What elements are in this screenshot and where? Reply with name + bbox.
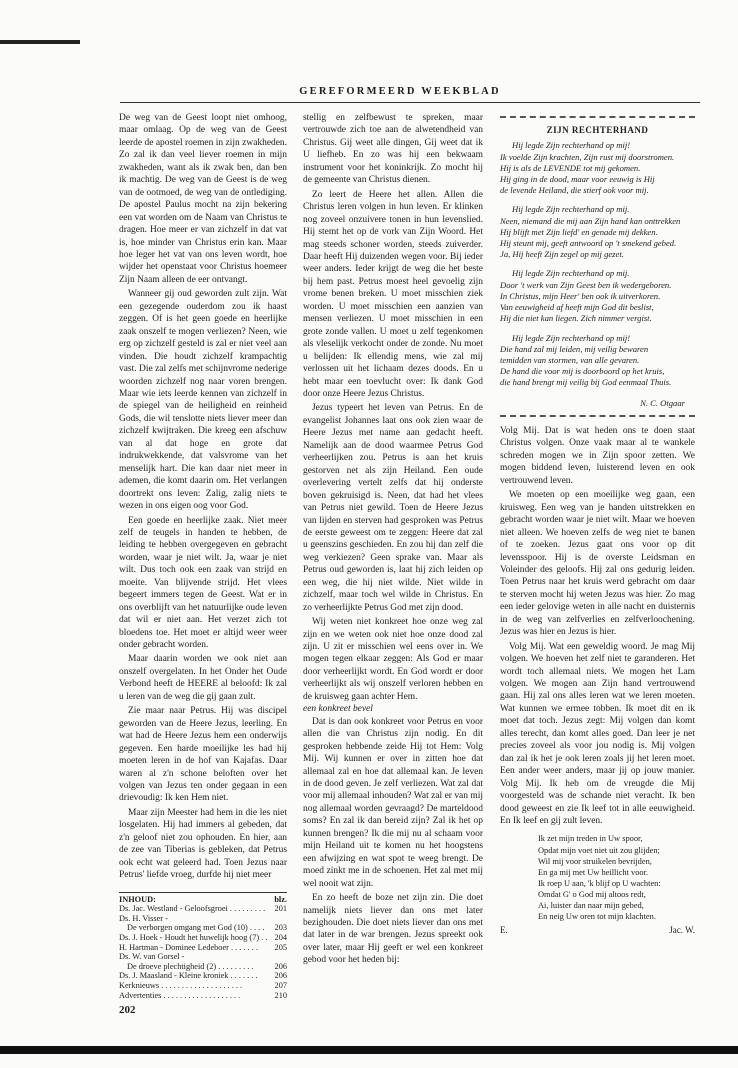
toc-page: 207 [274, 980, 287, 990]
paragraph: Volg Mij. Wat een geweldig woord. Je mag Mij volgen. We hoeven het zelf niet te garanderen. Het wordt toch allemaal niets. We mogen het Lam volgen. We mogen aan Zijn hand vertrouwend gaan. Hij zal ons alles leren wat we leren moeten. Wat kunnen we ermee tobben. Ik moet dit en ik moet dat toch. Jezus zegt: Mij volgen dan komt alles terecht, dan komt alles goed. Dan leer je net precies zoveel als voor jou nodig is. Mij volgen dan zal ik het je ook leren zoals jij het leren moet. Een ander weer anders, maar jij op jouw manier. Volg Mij. Ik heb om de vreugde die Mij voorgesteld was de schande niet veracht. Ik ben dood geweest en zie Ik leef tot in alle eeuwigheid. En Ik leef en gij zult leven. [500, 641, 695, 827]
header-rule [120, 102, 700, 103]
signature-author: Jac. W. [669, 925, 695, 936]
masthead-title: GEREFORMEERD WEEKBLAD [299, 86, 501, 97]
poem-line: Hij ging in de dood, maar voor eeuwig is Hij [500, 174, 655, 185]
bottom-edge-bar [0, 1046, 738, 1054]
psalm-line: Ik zet mijn treden in Uw spoor, [538, 834, 643, 844]
toc-row [119, 991, 287, 1001]
toc-row [119, 904, 287, 914]
toc-page [283, 952, 287, 962]
poem-line: Hij die niet kan liegen. Zich nimmer vergist. [500, 313, 652, 324]
toc-row [119, 952, 287, 962]
poem-line: temidden van stormen, van alle gevaren. [500, 354, 640, 365]
toc-entry: H. Hartman - Dominee Ledeboer . . . . . . . [119, 942, 258, 952]
toc-page: 204 [274, 933, 287, 943]
psalm-line: En ga mij met Uw heillicht voor. [538, 867, 649, 877]
article-signature [500, 924, 695, 936]
paragraph: Maar zijn Meester had hem in die les niet losgelaten. Hij had immers al gebeden, dat z'n geloof niet zou ophouden. En hier, aan de zee van Tiberias is gebleken, dat Petrus ook echt wat geleerd had. Toen Jezus naar Petrus' liefde vroeg, durfde hij niet meer [119, 807, 287, 881]
poem-stanza [500, 268, 695, 324]
paragraph: We moeten op een moeilijke weg gaan, een kruisweg. Een weg van je handen uitstrekken en gebracht worden waar je niet wilt. Maar we hoeven niet alleen. We hoeven zelfs de weg niet te banen of te zoeken. Jezus gaat ons voor op dit levensspoor. Hij is de overste Leidsman en Voleinder des geloofs. Hij zal ons gedurig leiden. Toen Petrus naar het kruis werd gebracht om daar te sterven mocht hij weten Jezus was hier. Zo mag een ieder gelovige weten in alle nacht en duisternis in de weg van zelfverlies en zelfverloochening. Jezus was hier en Jezus is hier. [500, 490, 695, 638]
paragraph: Maar daarin worden we ook niet aan onszelf overgelaten. In het Onder het Oude Verbond heeft de HEERE al beloofd: Ik zal u leren van de weg die gij gaan zult. [119, 654, 287, 702]
poem-line: Ja, Hij heeft Zijn zegel op mij gezet. [500, 249, 624, 260]
poem-line: Neen, niemand die mij aan Zijn hand kan onttrekken [500, 215, 681, 226]
section-subheading: een konkreet bevel [303, 704, 373, 715]
psalm-line: Omdat G' o God mij altoos redt, [538, 889, 646, 899]
toc-row [119, 971, 287, 981]
poem-line: Hij legde Zijn rechterhand op mij! [512, 332, 631, 343]
paragraph: stellig en zelfbewust te spreken, maar vertrouwde zich toe aan de alwetendheid van Christus. Gij weet alle dingen, Gij weet dat ik U liefheb. En zo was hij een bekwaam instrument voor het koninkrijk. Zo mocht hij de gemeente van Christus dienen. [303, 113, 483, 186]
toc-page: 201 [274, 904, 287, 914]
paragraph: Wanneer gij oud geworden zult zijn. Wat een gezegende ouderdom zou ik haast zeggen. Of is het geen goede en heerlijke zaak onszelf te mogen verliezen? Neen, wie erg op zichzelf gesteld is zal er niet veel aan vinden. Die houdt zichzelf krampachtig vast. Die zal zelfs met schijnvrome nederige woorden zichzelf nog naar voren brengen. Maar wie iets leerde kennen van zichzelf in de spiegel van de heiligheid en reinheid Gods, die wil tenslotte niets liever meer dan zichzelf kwijtraken. Die kreeg een afschuw van al dat hoge en grote dat indrukwekkende, dat valsvrome van het menselijk hart. Die kan daar niet meer in ademen, die komt daarin om. Het verlangen doortrekt ons leven: Zalig, zalig niets te wezen in ons eigen oog voor God. [119, 289, 287, 512]
poem-line: Hij legde Zijn rechterhand op mij. [512, 268, 630, 279]
poem-line: Die hand zal mij leiden, mij veilig bewaren [500, 343, 649, 354]
poem-line: Ik voelde Zijn krachten, Zijn rust mij doorstromen. [500, 151, 675, 162]
paragraph: En zo heeft de boze net zijn zin. Die doet namelijk niets liever dan ons met later bezighouden. Die doet niets liever dan ons met dat later in de war brengen. Jezus spreekt ook over later, maar Hij geeft er wel een konkreet gebod voor het heden bij: [303, 893, 483, 966]
toc-page: 206 [274, 961, 287, 971]
toc-entry: De droeve plechtigheid (2) . . . . . . . . . [127, 961, 254, 971]
toc-page-label: blz. [274, 894, 287, 904]
poem-title: ZIJN RECHTERHAND [546, 125, 649, 135]
psalm-line: Wil mij voor struikelen bevrijden, [538, 856, 652, 866]
toc-entry: Ds. J. Hoek - Houdt het huwelijk hoog (7) . . [119, 933, 268, 943]
psalm-line: Ik roep U aan, 'k blijf op U wachten: [538, 878, 661, 888]
top-edge-bar [0, 40, 80, 44]
toc-page: 210 [274, 990, 287, 1000]
psalm-line: En neig Uw oren tot mijn klachten. [538, 912, 656, 922]
poem-line: Hij legde Zijn rechterhand op mij. [512, 204, 630, 215]
toc-entry: Ds. W. van Gorsel - [119, 952, 185, 962]
toc-heading: INHOUD: [119, 894, 156, 904]
poem-author: N. C. Otgaar [640, 397, 685, 408]
column-1 [119, 112, 287, 1000]
toc-entry: Advertenties . . . . . . . . . . . . . . . . . . . [119, 990, 241, 1000]
poem-stanza [500, 140, 695, 196]
paragraph: Zie maar naar Petrus. Hij was discipel geworden van de Heere Jezus, leerling. En wat had de Heere Jezus hem een onderwijs gegeven. Een harde moeilijke les had hij moeten leren in de hof van Kajafas. Daar waren al z'n schone beloften over het volgen van Jezus ten onder gegaan in een drievoudig: Ik ken Hem niet. [119, 706, 287, 804]
poem-line: Hij steunt mij, geeft antwoord op 't smekend gebed. [500, 238, 677, 249]
toc-page: 205 [274, 942, 287, 952]
poem-line: Hij is als de LEVENDE tot mij gekomen. [500, 162, 641, 173]
toc-entry: De verborgen omgang met God (10) . . . . [127, 923, 265, 933]
toc-row [119, 923, 287, 933]
paragraph: Dat is dan ook konkreet voor Petrus en voor allen die van Christus zijn nodig. En dit gesproken hebbende zeide Hij tot Hem: Volg Mij. Wij kunnen er over in zitten hoe dat allemaal zal en hoe dat allemaal kan. Je leven in de dood geven. Je zelf verliezen. Wat zal dat voor mij allemaal inhouden? Wat zal er van mij nog allemaal worden gevraagd? De marteldood soms? En zal ik dan bereid zijn? Zal ik het op kunnen brengen? Ik die mij nu al schaam voor mijn Heiland uit te komen nu het hoogstens een afwijzing en wat spot te weeg brengt. De moed zinkt me in de schoenen. Het zal met mij wel nooit wat zijn. [303, 716, 483, 889]
toc-page: 203 [274, 923, 287, 933]
psalm-line: Opdat mijn voet niet uit zou glijden; [538, 845, 660, 855]
toc-entry: Ds. J. Maasland - Kleine kroniek . . . . . . . [119, 971, 258, 981]
poem-stanza [500, 333, 695, 389]
closing-psalm [538, 833, 695, 922]
toc-header [119, 895, 287, 905]
toc-page: 206 [274, 971, 287, 981]
paragraph: Een goede en heerlijke zaak. Niet meer zelf de teugels in handen te hebben, de leiding te hebben overgegeven en gebracht worden, waar je niet wilt. Ja, waar je niet wilt. Dus toch ook een zaak van strijd en moeite. Van blijvende strijd. Het vlees begeert immers tegen de Geest. Wat er in ons overblijft van het natuurlijke oude leven dat wil er niet aan. Het verzet zich tot bloedens toe. Het moet er altijd weer weer onder gebracht worden. [119, 515, 287, 651]
toc-entry: Ds. Jac. Westland - Geloofsgroei . . . . . . . . . [119, 904, 266, 914]
poem-line: Van eeuwigheid af heeft mijn God dit beslist, [500, 302, 654, 313]
column-2 [303, 112, 483, 967]
toc-row [119, 914, 287, 924]
poem-line: Hij legde Zijn rechterhand op mij! [512, 140, 631, 151]
paragraph: Zo leert de Heere het allen. Allen die Christus leren volgen in hun leven. Er klinken nog zoveel onzuivere tonen in hun levenslied. Hij stemt het op de vork van Zijn Woord. Het mag steeds schoner worden, steeds zuiverder. Daar heeft Hij duizenden wegen voor. Bij ieder weer anders. Ieder krijgt de weg die het beste bij hem past. Petrus moest heel gevoelig zijn vrome benen breken. U moet misschien ziek worden. U moet misschien een aanzien van mensen verliezen. U moet misschien in een grote zonde vallen. U moet u zelf tegenkomen als vleselijk verkocht onder de zonde. Nu moet u belijden: Ik ellendig mens, wie zal mij verlossen uit het lichaam dezes doods. En u hebt maar een toevlucht over: Ik dank God door onze Heere Jezus Christus. [303, 189, 483, 399]
poem-line: De hand die voor mij is doorboord op het kruis, [500, 366, 665, 377]
page-number: 202 [119, 1004, 136, 1016]
table-of-contents [119, 892, 287, 1001]
paragraph: Wij weten niet konkreet hoe onze weg zal zijn en we weten ook niet hoe onze dood zal zijn. U zit er misschien wel eens over in. We mogen tegen elkaar zeggen: Als God er maar door verheerlijkt wordt. En God wordt er door verheerlijkt als wij onszelf verloren hebben en de kruisweg gaan achter Hem. [303, 617, 483, 702]
toc-row [119, 962, 287, 972]
toc-entry: Ds. H. Visser - [119, 913, 168, 923]
toc-page [283, 914, 287, 924]
toc-row [119, 933, 287, 943]
toc-entry: Kerknieuws . . . . . . . . . . . . . . . . . . . . [119, 980, 243, 990]
poem-line: Hij blijft met Zijn liefd' en genade mij dekken. [500, 226, 658, 237]
poem-line: In Christus, mijn Heer' ben ook ik uitverkoren. [500, 290, 661, 301]
poem-line: Door 't werk van Zijn Geest ben ik wedergeboren. [500, 279, 672, 290]
paragraph: Jezus typeert het leven van Petrus. En de evangelist Johannes laat ons ook zien waar de Heere Jezus met name aan gedacht heeft. Namelijk aan de dood waarmee Petrus God verheerlijken zou. Petrus is aan het kruis gestorven net als zijn Heiland. Een oude overlevering vertelt zelfs dat hij onderste boven gekruisigd is. Neen, dat had het vlees van Petrus niet gewild. Toen de Heere Jezus van lijden en sterven had gesproken was Petrus de eerste geweest om te zeggen: Heere dat zal u geenszins geschieden. En zou hij dan zelf die weg verkiezen? Geen sprake van. Maar als Petrus oud geworden is, laat hij zich leiden op een weg, die hij niet wilde. Niet wilde in zichzelf, maar toch wel wilde in Christus. En zo verheerlijkte Petrus God met zijn dood. [303, 403, 483, 613]
poem-stanza [500, 204, 695, 260]
toc-row [119, 943, 287, 953]
toc-row [119, 981, 287, 991]
column-3 [500, 116, 695, 937]
poem-line: die hand brengt mij veilig bij God eenmaal Thuis. [500, 377, 672, 388]
psalm-line: Ai, luister dan naar mijn gebed, [538, 901, 644, 911]
poem-line: de levende Heiland, die stierf ook voor mij. [500, 185, 649, 196]
column-3-body [500, 425, 695, 828]
paragraph: Volg Mij. Dat is wat heden ons te doen staat Christus volgen. Onze vaak maar al te wankele schreden mogen we in Zijn spoor zetten. We mogen biddend leven, luisterend leven en ook vertrouwend leven. [500, 425, 695, 486]
poem-box [500, 116, 695, 417]
paragraph: De weg van de Geest loopt niet omhoog, maar omlaag. Op de weg van de Geest leerde de apostel roemen in zijn zwakheden. Zo zal ik dan veel liever roemen in mijn zwakheden, want als ik zwak ben, dan ben ik machtig. De weg van de Geest is de weg van de ootmoed, de weg van de ontlediging. De apostel Paulus mocht na zijn bekering een vat worden om de Naam van Christus te dragen. Hoe meer er van zichzelf in dat vat is, hoe minder van Christus erin kan. Maar hoe leger het vat van ons leven wordt, hoe wijder het openstaat voor Christus hoemeer Zijn Naam alleen de eer ontvangt. [119, 113, 287, 285]
signature-initial: E. [500, 925, 508, 936]
